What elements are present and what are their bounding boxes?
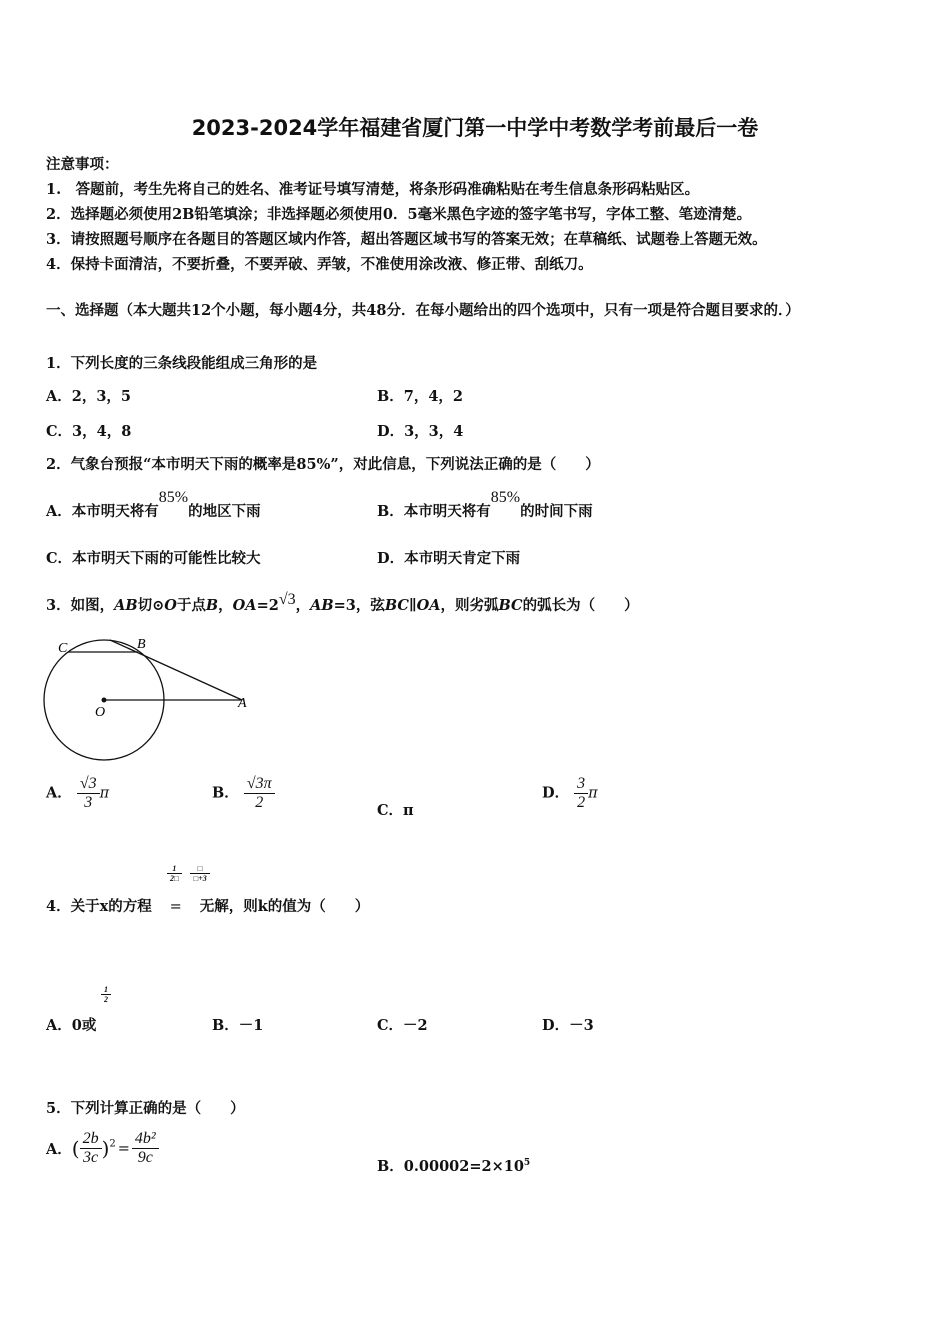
q5-a-label: A． [46,1141,72,1158]
q2-a-pct: 85% [158,489,189,506]
q3-a-label: A． [46,784,72,802]
q4-stem [46,895,369,916]
q2-b-post: 的时间下雨 [520,503,593,520]
q3-d-den: 2 [577,794,586,811]
q2-a-post: 的地区下雨 [188,503,261,520]
q5-b-exp: 5 [523,1158,531,1169]
q4-f1-den: 2□ [170,874,179,883]
q3-stem-text: 的弧长为（ ） [522,597,639,614]
q3-d-pi: π [588,785,598,802]
q3-label-a: A [238,696,247,711]
q5-a-frac [80,1130,102,1167]
q3-option-c: C．π [377,802,414,819]
section-heading: 一、选择题（本大题共12个小题，每小题4分，共48分．在每小题给出的四个选项中，只有一项是符合题目要求的．） [46,302,800,319]
q5-a-rnum: 4b² [132,1130,159,1149]
q4-frac-2 [190,864,209,883]
q3-stem-text: ∥ [408,597,417,614]
q5-option-b [377,1155,530,1176]
q5-option-a [46,1130,159,1167]
q2-option-c: C．本市明天下雨的可能性比较大 [46,550,261,567]
q3-stem-text: 切⊙ [137,597,165,614]
q5-b-text: B．0.00002=2×10 [377,1158,524,1175]
q2-b-pct: 85% [490,489,521,506]
q3-b-num: √3π [244,775,275,794]
q4-option-b: B．－1 [212,1017,264,1034]
q3-option-d [542,775,598,812]
q1-stem: 1．下列长度的三条线段能组成三角形的是 [46,355,318,372]
q3-figure [40,630,260,765]
q3-stem-text: ， [218,597,233,614]
q5-a-den: 3c [83,1149,99,1166]
q3-stem [46,591,639,615]
q3-a-frac [77,775,100,812]
q2-option-d: D．本市明天肯定下雨 [377,550,521,567]
q3-var-oa: OA [232,597,257,614]
q3-a-pi: π [99,785,110,802]
q3-stem-text: 3．如图， [46,597,115,614]
note-item-3: 3．请按照题号顺序在各题目的答题区域内作答，超出答题区域书写的答案无效；在草稿纸、试题卷上答题无效。 [46,231,767,248]
q4-equals: = [169,899,182,915]
q3-var-bc: BC [384,597,409,614]
q3-stem-text: ， [295,597,311,614]
q1-option-a: A．2，3，5 [46,388,132,405]
q3-stem-text: ，则劣弧 [440,597,499,614]
q5-a-lparen: ( [71,1136,80,1161]
q4-frac-1 [167,864,182,883]
q1-option-b: B．7，4，2 [377,388,464,405]
q1-option-c: C．3，4，8 [46,423,132,440]
note-item-4: 4．保持卡面清洁，不要折叠，不要弄破、弄皱，不准使用涂改液、修正带、刮纸刀。 [46,256,593,273]
q3-b-label: B． [212,784,239,802]
q3-var-o: O [164,597,177,614]
q3-var-b: B [205,597,219,614]
q3-d-frac [574,775,588,812]
q4-stem-pre: 4．关于x的方程 [46,898,152,915]
q2-stem: 2．气象台预报“本市明天下雨的概率是85%”，对此信息，下列说法正确的是（ ） [46,456,600,473]
q3-tangent-ab [110,640,242,700]
q5-a-rfrac [132,1130,159,1167]
q5-a-num: 2b [80,1130,102,1149]
q5-a-rparen: ) [101,1136,110,1161]
q4-option-a: A．0或 [46,1017,97,1034]
q5-a-exp: 2 [109,1138,116,1150]
page-title: 2023-2024学年福建省厦门第一中学中考数学考前最后一卷 [191,116,759,140]
q5-stem: 5．下列计算正确的是（ ） [46,1100,245,1117]
q4-a-fraction [101,984,111,1004]
q3-stem-text: =2 [256,597,279,614]
q3-stem-text: 于点 [176,597,206,614]
q4-option-c: C．－2 [377,1017,428,1034]
q2-option-b [377,489,593,521]
q3-label-o: O [95,705,106,720]
q4-a-num: 1 [101,985,111,995]
q4-a-den: 2 [104,995,108,1004]
q5-a-eq: = [117,1140,130,1157]
q3-option-a [46,775,109,812]
q4-a-frac [101,985,111,1004]
q2-option-a [46,489,261,521]
q5-a-rden: 9c [137,1149,153,1166]
q3-a-num: √3 [77,775,100,794]
note-item-1: 1. 答题前，考生先将自己的姓名、准考证号填写清楚，将条形码准确粘贴在考生信息条形码粘贴区。 [46,181,700,198]
q4-option-d: D．－3 [542,1017,594,1034]
q4-f1-num: 1 [167,864,182,874]
q3-label-c: C [58,641,68,656]
q3-b-frac [244,775,275,812]
q2-a-pre: A．本市明天将有 [46,503,159,520]
q3-center-dot [102,698,107,703]
q3-a-den: 3 [84,794,93,811]
q3-var-ab: AB [310,597,334,614]
q4-equation-image [167,864,210,883]
q3-option-b [212,775,275,812]
q3-b-den: 2 [255,794,264,811]
q3-var-bc: BC [498,597,523,614]
q3-d-num: 3 [574,775,588,794]
q2-b-pre: B．本市明天将有 [377,503,491,520]
q1-option-d: D．3，3，4 [377,423,464,440]
q3-var-oa: OA [416,597,441,614]
note-item-2: 2．选择题必须使用2B铅笔填涂；非选择题必须使用0．5毫米黑色字迹的签字笔书写，字体工整、笔迹清楚。 [46,206,752,223]
q3-d-label: D． [542,784,570,802]
q4-f2-num: □ [190,864,209,874]
q3-sqrt3: √3 [278,591,296,608]
notes-heading: 注意事项： [46,156,119,173]
q3-var-ab: AB [114,597,138,614]
q4-stem-post: 无解，则k的值为（ ） [199,898,370,915]
q3-label-b: B [137,637,146,652]
q4-f2-den: □+3 [193,874,207,883]
q3-stem-text: =3，弦 [333,597,385,614]
